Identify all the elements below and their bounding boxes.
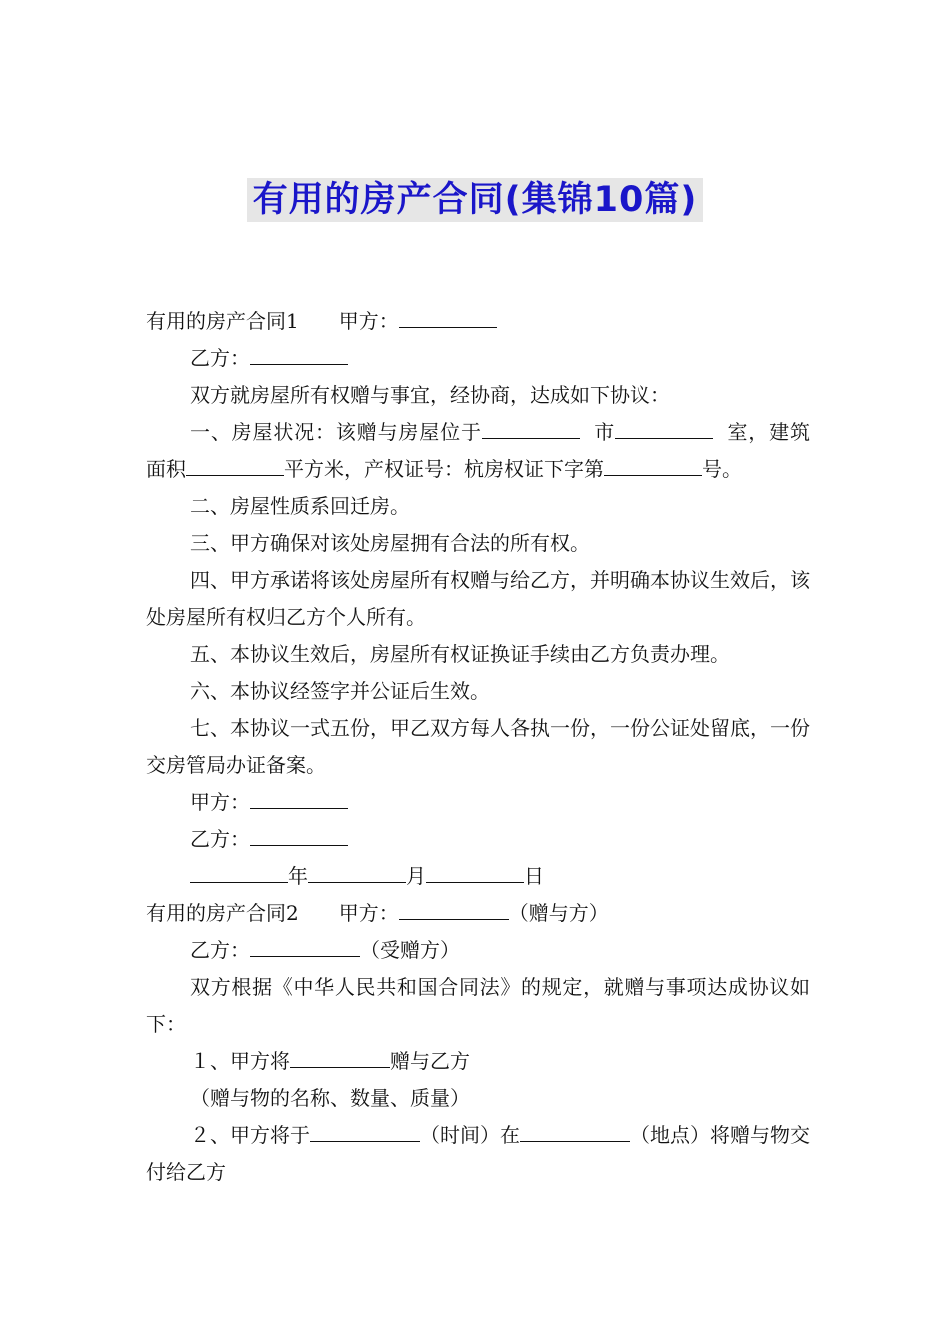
contract-1-item-2: 二、房屋性质系回迁房。 xyxy=(190,494,410,518)
certificate-blank xyxy=(604,455,702,476)
sign-a-line xyxy=(146,784,810,821)
c2-item-1-text-b: 赠与乙方 xyxy=(390,1049,470,1073)
contract-2-item-1-note: （赠与物的名称、数量、质量） xyxy=(190,1086,470,1110)
item-1-text-d: 建筑面积 xyxy=(146,420,810,481)
contract-1-heading-line xyxy=(146,303,810,340)
contract-1-item-5: 五、本协议生效后，房屋所有权证换证手续由乙方负责办理。 xyxy=(190,642,730,666)
contract-2-item-1 xyxy=(146,1043,810,1080)
contract-1-intro: 双方就房屋所有权赠与事宜，经协商，达成如下协议： xyxy=(190,383,670,407)
document-body xyxy=(146,303,810,1191)
sign-a-label: 甲方： xyxy=(190,790,250,814)
contract-1-item-1 xyxy=(146,414,810,488)
c2-item-1-text-a: １、甲方将 xyxy=(190,1049,290,1073)
item-1-text-b: 市 xyxy=(594,420,616,444)
c2-party-b-label: 乙方： xyxy=(190,938,250,962)
contract-2-heading: 有用的房产合同2 xyxy=(146,901,299,925)
contract-1-item-6: 六、本协议经签字并公证后生效。 xyxy=(190,679,490,703)
c2-party-a-blank xyxy=(399,899,509,920)
contract-1-item-7: 七、本协议一式五份，甲乙双方每人各执一份，一份公证处留底，一份交房管局办证备案。 xyxy=(146,716,810,777)
area-blank xyxy=(186,455,284,476)
party-b-blank xyxy=(250,344,348,365)
contract-2-intro: 双方根据《中华人民共和国合同法》的规定，就赠与事项达成协议如下： xyxy=(146,975,810,1036)
month-blank xyxy=(308,862,406,883)
document-title: 有用的房产合同(集锦10篇) xyxy=(247,178,704,222)
c2-item-2-text-a: ２、甲方将于 xyxy=(190,1123,310,1147)
gift-blank xyxy=(290,1047,390,1068)
day-blank xyxy=(426,862,524,883)
city-blank xyxy=(615,418,713,439)
party-a-label: 甲方： xyxy=(338,309,399,333)
year-label: 年 xyxy=(288,864,308,888)
item-1-text-a: 一、房屋状况：该赠与房屋位于 xyxy=(190,420,482,444)
document-title-wrap xyxy=(0,178,950,222)
c2-party-a-role: （赠与方） xyxy=(508,901,609,925)
item-1-text-e: 平方米，产权证号：杭房权证下字第 xyxy=(284,457,604,481)
location-blank xyxy=(482,418,580,439)
sign-b-blank xyxy=(250,825,348,846)
contract-2-heading-line xyxy=(146,895,810,932)
year-blank xyxy=(190,862,288,883)
item-1-text-f: 号。 xyxy=(702,457,742,481)
sign-b-label: 乙方： xyxy=(190,827,250,851)
c2-party-a-label: 甲方： xyxy=(338,901,399,925)
day-label: 日 xyxy=(524,864,544,888)
party-b-line xyxy=(146,340,810,377)
c2-item-2-text-b: （时间）在 xyxy=(420,1123,520,1147)
item-1-text-c: 室， xyxy=(727,420,770,444)
date-line xyxy=(146,858,810,895)
time-blank xyxy=(310,1121,420,1142)
contract-1-item-4: 四、甲方承诺将该处房屋所有权赠与给乙方，并明确本协议生效后，该处房屋所有权归乙方个人所有。 xyxy=(146,568,810,629)
sign-a-blank xyxy=(250,788,348,809)
place-blank xyxy=(520,1121,630,1142)
c2-party-b-line xyxy=(146,932,810,969)
c2-party-b-role: （受赠方） xyxy=(360,938,460,962)
contract-1-item-3: 三、甲方确保对该处房屋拥有合法的所有权。 xyxy=(190,531,590,555)
month-label: 月 xyxy=(406,864,426,888)
c2-party-b-blank xyxy=(250,936,360,957)
party-a-blank xyxy=(399,307,497,328)
c2-item-2-text-c: （地点）将赠与物交付给乙方 xyxy=(146,1123,810,1184)
party-b-label: 乙方： xyxy=(190,346,250,370)
contract-2-item-2 xyxy=(146,1117,810,1191)
sign-b-line xyxy=(146,821,810,858)
contract-1-heading: 有用的房产合同1 xyxy=(146,309,299,333)
